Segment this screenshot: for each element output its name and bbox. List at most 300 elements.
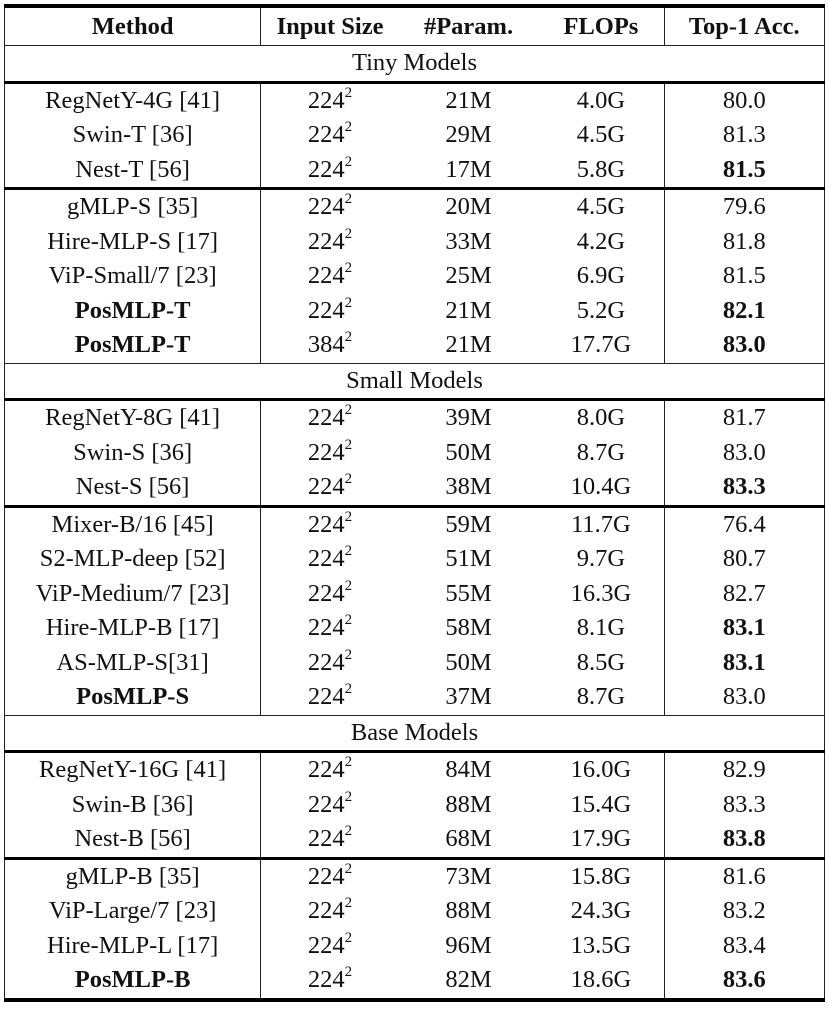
acc-value: 83.0 — [722, 331, 766, 359]
method-name: RegNetY-4G [41] — [45, 86, 221, 114]
acc-value: 81.5 — [722, 262, 766, 290]
input-size — [308, 404, 352, 431]
input-size-base: 224 — [307, 614, 345, 642]
acc-value: 83.1 — [722, 614, 766, 642]
method-name: Mixer-B/16 [45] — [51, 510, 214, 538]
input-size — [308, 825, 352, 852]
table-row — [5, 542, 825, 577]
input-size-base: 224 — [307, 862, 345, 890]
params-value: 82M — [445, 966, 492, 994]
acc-value: 83.6 — [722, 966, 766, 994]
table-row — [5, 788, 825, 823]
params-cell — [399, 436, 538, 471]
table-row — [5, 259, 825, 294]
acc-cell — [664, 118, 824, 153]
flops-value: 18.6G — [570, 966, 632, 994]
table-row — [5, 646, 825, 681]
params-value: 21M — [445, 296, 492, 324]
acc-value: 82.1 — [722, 296, 766, 324]
header-flops: FLOPs — [538, 6, 664, 46]
header-params: #Param. — [399, 6, 538, 46]
input-size — [308, 966, 352, 993]
params-value: 68M — [445, 825, 492, 853]
header-row — [5, 6, 825, 46]
input-size-base: 224 — [307, 86, 345, 114]
input-size-exponent: 2 — [344, 964, 353, 981]
flops-value: 16.3G — [570, 579, 632, 607]
params-value: 21M — [445, 331, 492, 359]
input-size-exponent: 2 — [344, 225, 353, 242]
acc-cell — [664, 963, 824, 1000]
acc-value: 80.7 — [722, 545, 766, 573]
flops-value: 4.5G — [576, 193, 626, 221]
method-cell — [5, 436, 261, 471]
params-cell — [399, 858, 538, 894]
params-cell — [399, 788, 538, 823]
flops-cell — [538, 189, 664, 225]
input-size-exponent: 2 — [344, 191, 353, 208]
input-size-cell — [261, 259, 399, 294]
acc-cell — [664, 225, 824, 260]
input-size-exponent: 2 — [344, 84, 353, 101]
params-cell — [399, 822, 538, 858]
flops-value: 17.7G — [570, 331, 632, 359]
flops-cell — [538, 929, 664, 964]
flops-cell — [538, 894, 664, 929]
acc-cell — [664, 858, 824, 894]
acc-value: 83.8 — [722, 825, 766, 853]
params-value: 51M — [445, 545, 492, 573]
input-size — [307, 929, 353, 959]
acc-value: 82.7 — [722, 579, 766, 607]
header-top1-acc: Top-1 Acc. — [664, 6, 824, 46]
flops-value: 9.7G — [576, 545, 626, 573]
flops-value: 24.3G — [570, 897, 632, 925]
flops-cell — [538, 680, 664, 715]
acc-cell — [664, 189, 824, 225]
input-size-cell — [261, 822, 399, 858]
method-cell — [5, 788, 261, 823]
section-row — [5, 363, 825, 400]
input-size-exponent: 2 — [344, 860, 353, 877]
params-cell — [399, 963, 538, 1000]
params-cell — [399, 328, 538, 363]
input-size-cell — [261, 189, 399, 225]
input-size — [308, 545, 352, 572]
section-title: Base Models — [5, 715, 825, 752]
input-size-exponent: 2 — [344, 508, 353, 525]
input-size-exponent: 2 — [344, 823, 353, 840]
acc-value: 80.0 — [722, 86, 766, 114]
input-size — [308, 121, 352, 148]
flops-value: 4.0G — [576, 86, 626, 114]
method-name: Hire-MLP-L [17] — [47, 931, 219, 959]
input-size-exponent: 2 — [344, 646, 353, 663]
acc-value: 83.2 — [722, 897, 766, 925]
input-size-base: 224 — [307, 790, 345, 818]
flops-cell — [538, 225, 664, 260]
input-size-exponent: 2 — [344, 471, 353, 488]
params-cell — [399, 577, 538, 612]
params-cell — [399, 611, 538, 646]
input-size-cell — [261, 400, 399, 436]
input-size-cell — [261, 858, 399, 894]
flops-cell — [538, 577, 664, 612]
flops-cell — [538, 506, 664, 542]
input-size-exponent: 2 — [344, 754, 353, 771]
table-row — [5, 82, 825, 118]
input-size-base: 224 — [307, 121, 345, 149]
method-name: RegNetY-16G [41] — [39, 756, 227, 784]
input-size-base: 224 — [307, 193, 345, 221]
table-row — [5, 506, 825, 542]
method-name: Swin-T [36] — [72, 121, 193, 149]
input-size — [307, 646, 353, 676]
input-size — [307, 294, 353, 324]
input-size-base: 224 — [307, 825, 345, 853]
params-cell — [399, 153, 538, 189]
acc-cell — [664, 680, 824, 715]
flops-cell — [538, 646, 664, 681]
acc-value: 81.8 — [722, 227, 766, 255]
method-name: RegNetY-8G [41] — [45, 404, 221, 432]
params-value: 84M — [445, 756, 492, 784]
flops-cell — [538, 328, 664, 363]
method-cell — [5, 963, 261, 1000]
input-size-cell — [261, 542, 399, 577]
table-row — [5, 822, 825, 858]
method-cell — [5, 328, 261, 363]
method-cell — [5, 82, 261, 118]
input-size — [307, 577, 353, 607]
input-size-cell — [261, 470, 399, 506]
input-size — [307, 788, 353, 818]
params-value: 39M — [445, 404, 492, 432]
input-size-base: 224 — [307, 438, 345, 466]
input-size-cell — [261, 680, 399, 715]
flops-value: 8.1G — [576, 614, 626, 642]
flops-cell — [538, 822, 664, 858]
input-size-base: 224 — [307, 262, 345, 290]
table-row — [5, 752, 825, 788]
input-size-exponent: 2 — [344, 895, 353, 912]
input-size-exponent: 2 — [344, 402, 353, 419]
params-value: 88M — [445, 790, 492, 818]
params-value: 20M — [445, 193, 492, 221]
flops-cell — [538, 436, 664, 471]
params-value: 33M — [445, 227, 492, 255]
section-title: Tiny Models — [5, 46, 825, 83]
table-row — [5, 436, 825, 471]
section-row — [5, 46, 825, 83]
input-size-exponent: 2 — [344, 153, 353, 170]
acc-value: 81.3 — [722, 121, 766, 149]
method-cell — [5, 506, 261, 542]
input-size-base: 224 — [307, 579, 345, 607]
acc-cell — [664, 506, 824, 542]
flops-value: 6.9G — [576, 262, 626, 290]
input-size-exponent: 2 — [344, 119, 353, 136]
acc-cell — [664, 822, 824, 858]
header-input-size: Input Size — [261, 6, 399, 46]
acc-value: 79.6 — [722, 193, 766, 221]
flops-value: 5.8G — [576, 155, 626, 183]
input-size-exponent: 2 — [344, 577, 353, 594]
method-name: Nest-T [56] — [75, 155, 190, 183]
method-cell — [5, 400, 261, 436]
acc-cell — [664, 752, 824, 788]
params-value: 50M — [445, 648, 492, 676]
method-name: Swin-B [36] — [71, 790, 194, 818]
params-value: 25M — [445, 262, 492, 290]
method-cell — [5, 680, 261, 715]
table-row — [5, 225, 825, 260]
flops-cell — [538, 788, 664, 823]
flops-value: 13.5G — [570, 931, 632, 959]
table-row — [5, 577, 825, 612]
flops-cell — [538, 118, 664, 153]
params-value: 37M — [445, 683, 492, 711]
table-row — [5, 118, 825, 153]
table-row — [5, 611, 825, 646]
table-row — [5, 963, 825, 1000]
input-size-base: 224 — [307, 227, 345, 255]
params-cell — [399, 225, 538, 260]
acc-cell — [664, 577, 824, 612]
params-cell — [399, 400, 538, 436]
input-size-exponent: 2 — [344, 543, 353, 560]
method-cell — [5, 189, 261, 225]
input-size-cell — [261, 929, 399, 964]
input-size-cell — [261, 752, 399, 788]
params-value: 21M — [445, 86, 492, 114]
params-value: 55M — [445, 579, 492, 607]
method-name: S2-MLP-deep [52] — [39, 545, 226, 573]
input-size — [308, 683, 352, 710]
params-cell — [399, 470, 538, 506]
acc-value: 83.0 — [722, 683, 766, 711]
acc-cell — [664, 470, 824, 506]
acc-value: 81.7 — [722, 404, 766, 432]
flops-value: 4.5G — [576, 121, 626, 149]
table-row — [5, 929, 825, 964]
input-size-base: 224 — [307, 966, 345, 994]
acc-value: 81.5 — [722, 155, 766, 183]
input-size-base: 224 — [307, 510, 345, 538]
input-size-cell — [261, 118, 399, 153]
section-row — [5, 715, 825, 752]
method-name: Hire-MLP-B [17] — [45, 614, 220, 642]
method-name: ViP-Medium/7 [23] — [35, 579, 230, 607]
input-size-base: 384 — [307, 331, 345, 359]
input-size-exponent: 2 — [344, 929, 353, 946]
flops-value: 10.4G — [570, 473, 632, 501]
flops-value: 5.2G — [576, 296, 626, 324]
input-size — [308, 614, 352, 641]
input-size — [308, 897, 352, 924]
table-row — [5, 328, 825, 363]
flops-cell — [538, 294, 664, 329]
table-row — [5, 294, 825, 329]
input-size-base: 224 — [307, 683, 345, 711]
input-size — [308, 262, 352, 289]
flops-value: 15.4G — [570, 790, 632, 818]
input-size-base: 224 — [307, 931, 345, 959]
acc-value: 82.9 — [722, 756, 766, 784]
table-row — [5, 470, 825, 506]
params-cell — [399, 542, 538, 577]
flops-value: 17.9G — [570, 825, 632, 853]
flops-value: 16.0G — [570, 756, 632, 784]
table-row — [5, 858, 825, 894]
acc-value: 83.1 — [722, 648, 766, 676]
method-cell — [5, 577, 261, 612]
params-cell — [399, 118, 538, 153]
input-size-base: 224 — [307, 473, 345, 501]
params-value: 38M — [445, 473, 492, 501]
results-table-body — [5, 6, 825, 1000]
method-cell — [5, 611, 261, 646]
method-cell — [5, 153, 261, 189]
params-cell — [399, 294, 538, 329]
acc-value: 76.4 — [722, 510, 766, 538]
flops-cell — [538, 470, 664, 506]
flops-cell — [538, 752, 664, 788]
input-size-cell — [261, 611, 399, 646]
table-row — [5, 153, 825, 189]
params-cell — [399, 646, 538, 681]
acc-cell — [664, 400, 824, 436]
acc-cell — [664, 611, 824, 646]
input-size-base: 224 — [307, 545, 345, 573]
acc-cell — [664, 929, 824, 964]
acc-cell — [664, 82, 824, 118]
flops-value: 15.8G — [570, 862, 632, 890]
method-cell — [5, 118, 261, 153]
input-size — [307, 436, 353, 466]
method-cell — [5, 646, 261, 681]
acc-cell — [664, 259, 824, 294]
input-size — [308, 473, 352, 500]
section-title: Small Models — [5, 363, 825, 400]
results-table — [4, 4, 825, 1002]
flops-cell — [538, 542, 664, 577]
input-size — [308, 331, 352, 358]
method-name: PosMLP-B — [74, 966, 191, 994]
flops-cell — [538, 153, 664, 189]
method-name: PosMLP-T — [74, 331, 191, 359]
acc-value: 83.3 — [722, 473, 766, 501]
method-cell — [5, 259, 261, 294]
input-size-base: 224 — [307, 648, 345, 676]
input-size-base: 224 — [307, 897, 345, 925]
acc-cell — [664, 294, 824, 329]
input-size-base: 224 — [307, 296, 345, 324]
method-cell — [5, 822, 261, 858]
acc-cell — [664, 542, 824, 577]
input-size-cell — [261, 963, 399, 1000]
method-cell — [5, 894, 261, 929]
params-cell — [399, 680, 538, 715]
acc-cell — [664, 328, 824, 363]
input-size — [307, 860, 353, 890]
flops-value: 11.7G — [571, 510, 631, 538]
input-size-cell — [261, 153, 399, 189]
input-size-exponent: 2 — [344, 294, 353, 311]
params-value: 29M — [445, 121, 492, 149]
method-name: ViP-Large/7 [23] — [48, 897, 217, 925]
input-size-base: 224 — [307, 155, 345, 183]
acc-cell — [664, 894, 824, 929]
input-size-exponent: 2 — [344, 612, 353, 629]
method-name: PosMLP-T — [74, 296, 191, 324]
params-cell — [399, 752, 538, 788]
input-size-cell — [261, 294, 399, 329]
input-size — [307, 84, 353, 114]
input-size-base: 224 — [307, 756, 345, 784]
acc-value: 83.3 — [722, 790, 766, 818]
method-name: Swin-S [36] — [73, 438, 193, 466]
params-cell — [399, 929, 538, 964]
flops-value: 8.0G — [576, 404, 626, 432]
input-size-exponent: 2 — [344, 788, 353, 805]
flops-value: 8.7G — [576, 438, 626, 466]
header-method: Method — [5, 6, 261, 46]
flops-cell — [538, 82, 664, 118]
method-cell — [5, 225, 261, 260]
flops-cell — [538, 963, 664, 1000]
method-cell — [5, 294, 261, 329]
input-size-cell — [261, 577, 399, 612]
flops-cell — [538, 611, 664, 646]
flops-value: 4.2G — [576, 227, 626, 255]
params-value: 59M — [445, 510, 492, 538]
method-name: Nest-B [56] — [74, 825, 191, 853]
input-size — [307, 508, 353, 538]
input-size-cell — [261, 506, 399, 542]
table-row — [5, 189, 825, 225]
input-size-cell — [261, 646, 399, 681]
params-cell — [399, 259, 538, 294]
input-size-base: 224 — [307, 404, 345, 432]
method-cell — [5, 542, 261, 577]
input-size-cell — [261, 225, 399, 260]
method-name: ViP-Small/7 [23] — [48, 262, 217, 290]
input-size-cell — [261, 788, 399, 823]
method-cell — [5, 752, 261, 788]
input-size — [308, 756, 352, 783]
params-value: 17M — [445, 155, 492, 183]
flops-cell — [538, 259, 664, 294]
method-name: Nest-S [56] — [75, 473, 190, 501]
method-name: gMLP-S [35] — [66, 193, 199, 221]
acc-value: 83.0 — [722, 438, 766, 466]
input-size — [307, 153, 353, 183]
params-value: 58M — [445, 614, 492, 642]
input-size-exponent: 2 — [344, 681, 353, 698]
method-name: PosMLP-S — [76, 683, 190, 711]
flops-cell — [538, 858, 664, 894]
flops-cell — [538, 400, 664, 436]
input-size-cell — [261, 328, 399, 363]
flops-value: 8.7G — [576, 683, 626, 711]
table-row — [5, 680, 825, 715]
params-cell — [399, 506, 538, 542]
input-size — [307, 225, 353, 255]
params-value: 96M — [445, 931, 492, 959]
method-cell — [5, 470, 261, 506]
params-cell — [399, 894, 538, 929]
